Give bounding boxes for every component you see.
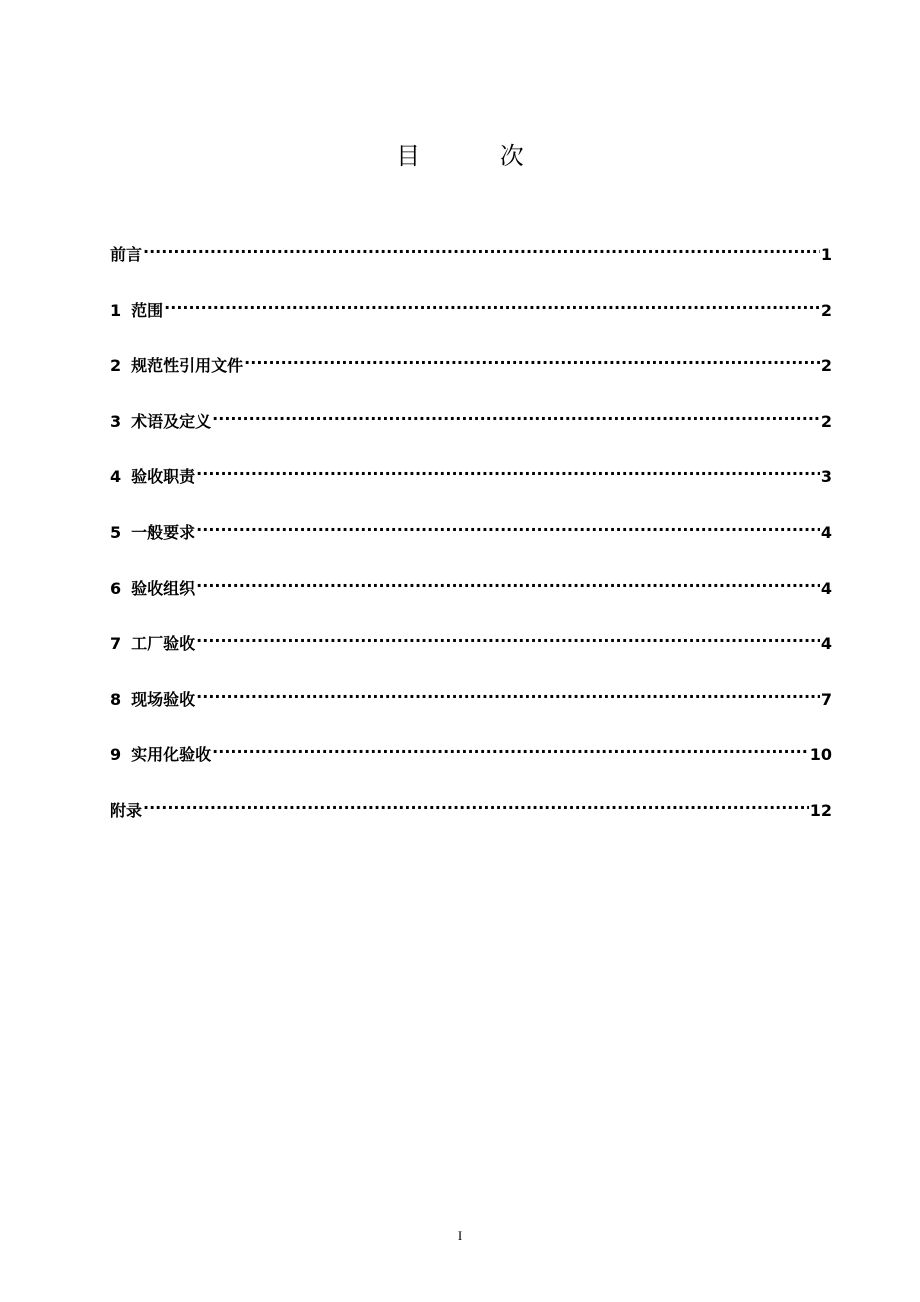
page-title: 目 次 (396, 142, 560, 170)
toc-entry-factory-acceptance[interactable] (110, 625, 832, 681)
toc-entry-label: 现场验收 (131, 689, 196, 709)
toc-entry-number: 5 (110, 522, 122, 542)
toc-entry-label: 附录 (110, 800, 143, 820)
toc-entry-label: 验收组织 (131, 578, 196, 598)
toc-entry-page: 12 (809, 800, 832, 820)
toc-entry-site-acceptance[interactable] (110, 681, 832, 737)
toc-entry-page: 3 (820, 467, 832, 487)
toc-entry-label: 工厂验收 (131, 634, 196, 654)
toc-dot-leader (196, 458, 820, 482)
toc-entry-page: 2 (820, 411, 832, 431)
toc-entry-page: 7 (820, 689, 832, 709)
toc-entry-label: 验收职责 (131, 467, 196, 487)
toc-entry-number: 2 (110, 356, 122, 376)
table-of-contents (110, 236, 832, 848)
toc-entry-page: 10 (809, 745, 832, 765)
toc-entry-page: 4 (820, 634, 832, 654)
toc-entry-practical-acceptance[interactable] (110, 736, 832, 792)
toc-entry-number: 9 (110, 745, 122, 765)
toc-dot-leader (196, 681, 820, 705)
toc-entry-acceptance-organization[interactable] (110, 570, 832, 626)
toc-entry-page: 4 (820, 578, 832, 598)
toc-entry-label: 实用化验收 (131, 745, 212, 765)
toc-dot-leader (244, 347, 820, 371)
toc-dot-leader (164, 292, 820, 316)
toc-entry-number: 3 (110, 411, 122, 431)
toc-entry-number: 1 (110, 300, 122, 320)
toc-entry-label: 术语及定义 (131, 411, 212, 431)
toc-entry-appendix[interactable] (110, 792, 832, 848)
toc-entry-page: 2 (820, 300, 832, 320)
toc-dot-leader (196, 625, 820, 649)
toc-entry-label: 前言 (110, 245, 143, 264)
toc-entry-page: 1 (820, 245, 832, 264)
toc-dot-leader (143, 236, 820, 260)
toc-entry-general-requirements[interactable] (110, 514, 832, 570)
toc-entry-label: 规范性引用文件 (131, 356, 244, 376)
toc-dot-leader (212, 736, 809, 760)
toc-dot-leader (143, 792, 809, 816)
toc-entry-page: 4 (820, 522, 832, 542)
toc-entry-scope[interactable] (110, 292, 832, 348)
toc-entry-number: 8 (110, 689, 122, 709)
toc-entry-normative-references[interactable] (110, 347, 832, 403)
toc-dot-leader (196, 570, 820, 594)
toc-entry-acceptance-duties[interactable] (110, 458, 832, 514)
toc-entry-number: 4 (110, 467, 122, 487)
toc-entry-preface[interactable] (110, 236, 832, 292)
toc-entry-terms-definitions[interactable] (110, 403, 832, 459)
toc-entry-label: 一般要求 (131, 522, 196, 542)
toc-entry-label: 范围 (131, 300, 164, 320)
toc-dot-leader (212, 403, 820, 427)
toc-dot-leader (196, 514, 820, 538)
toc-entry-number: 6 (110, 578, 122, 598)
page-number: I (457, 1228, 463, 1243)
toc-entry-page: 2 (820, 356, 832, 376)
toc-entry-number: 7 (110, 634, 122, 654)
